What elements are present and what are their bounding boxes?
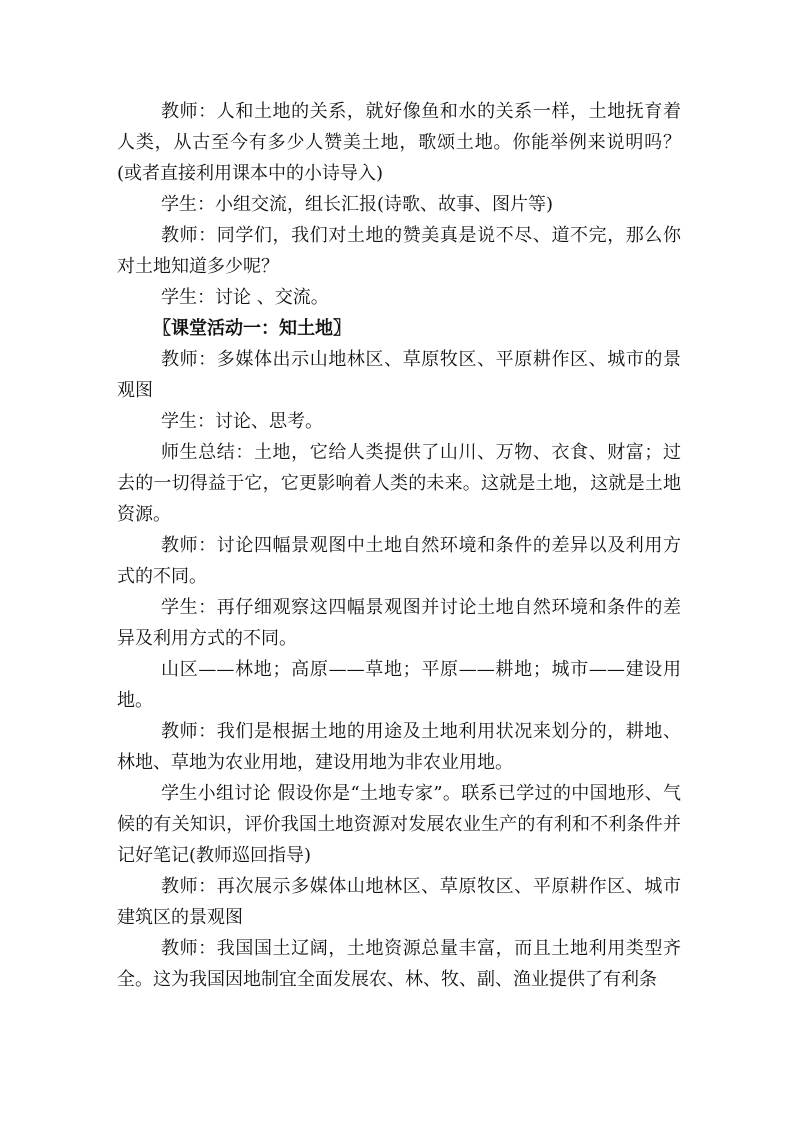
- paragraph-teacher-question: 教师：同学们，我们对土地的赞美真是说不尽、道不完，那么你对土地知道多少呢？: [117, 225, 681, 277]
- paragraph-student-think: 学生：讨论、思考。: [161, 411, 323, 432]
- paragraph-teacher-media: 教师：多媒体出示山地林区、草原牧区、平原耕作区、城市的景观图: [117, 349, 681, 401]
- paragraph-group-discussion: 学生小组讨论 假设你是“土地专家”。联系已学过的中国地形、气候的有关知识，评价我国土地资源对发展农业生产的有利和不利条件并记好笔记(教师巡回指导): [117, 783, 681, 866]
- paragraph-teacher-classify: 教师：我们是根据土地的用途及土地利用状况来划分的，耕地、林地、草地为农业用地，建设用地为非农业用地。: [117, 721, 681, 773]
- paragraph-teacher-intro: 教师：人和土地的关系，就好像鱼和水的关系一样，土地抚育着人类，从古至今有多少人赞美土地，歌颂土地。你能举例来说明吗？(或者直接利用课本中的小诗导入): [117, 101, 681, 184]
- paragraph-student-exchange: 学生：小组交流，组长汇报(诗歌、故事、图片等): [161, 194, 554, 215]
- paragraph-teacher-show-again: 教师：再次展示多媒体山地林区、草原牧区、平原耕作区、城市建筑区的景观图: [117, 876, 681, 928]
- paragraph-student-discuss: 学生：讨论 、交流。: [161, 287, 329, 308]
- paragraph-summary: 师生总结：土地，它给人类提供了山川、万物、衣食、财富；过去的一切得益于它，它更影响着人类的未来。这就是土地，这就是土地资源。: [117, 442, 681, 525]
- paragraph-student-observe: 学生：再仔细观察这四幅景观图并讨论土地自然环境和条件的差异及利用方式的不同。: [117, 597, 681, 649]
- document-page: [117, 96, 681, 995]
- paragraph-teacher-conclusion: 教师：我国国土辽阔，土地资源总量丰富，而且土地利用类型齐全。这为我国因地制宜全面发展农、林、牧、副、渔业提供了有利条: [117, 938, 681, 990]
- paragraph-teacher-compare: 教师：讨论四幅景观图中土地自然环境和条件的差异以及利用方式的不同。: [117, 535, 681, 587]
- section-heading: 〖课堂活动一：知土地〗: [153, 318, 351, 339]
- paragraph-land-types: 山区——林地；高原——草地；平原——耕地；城市——建设用地。: [117, 659, 681, 711]
